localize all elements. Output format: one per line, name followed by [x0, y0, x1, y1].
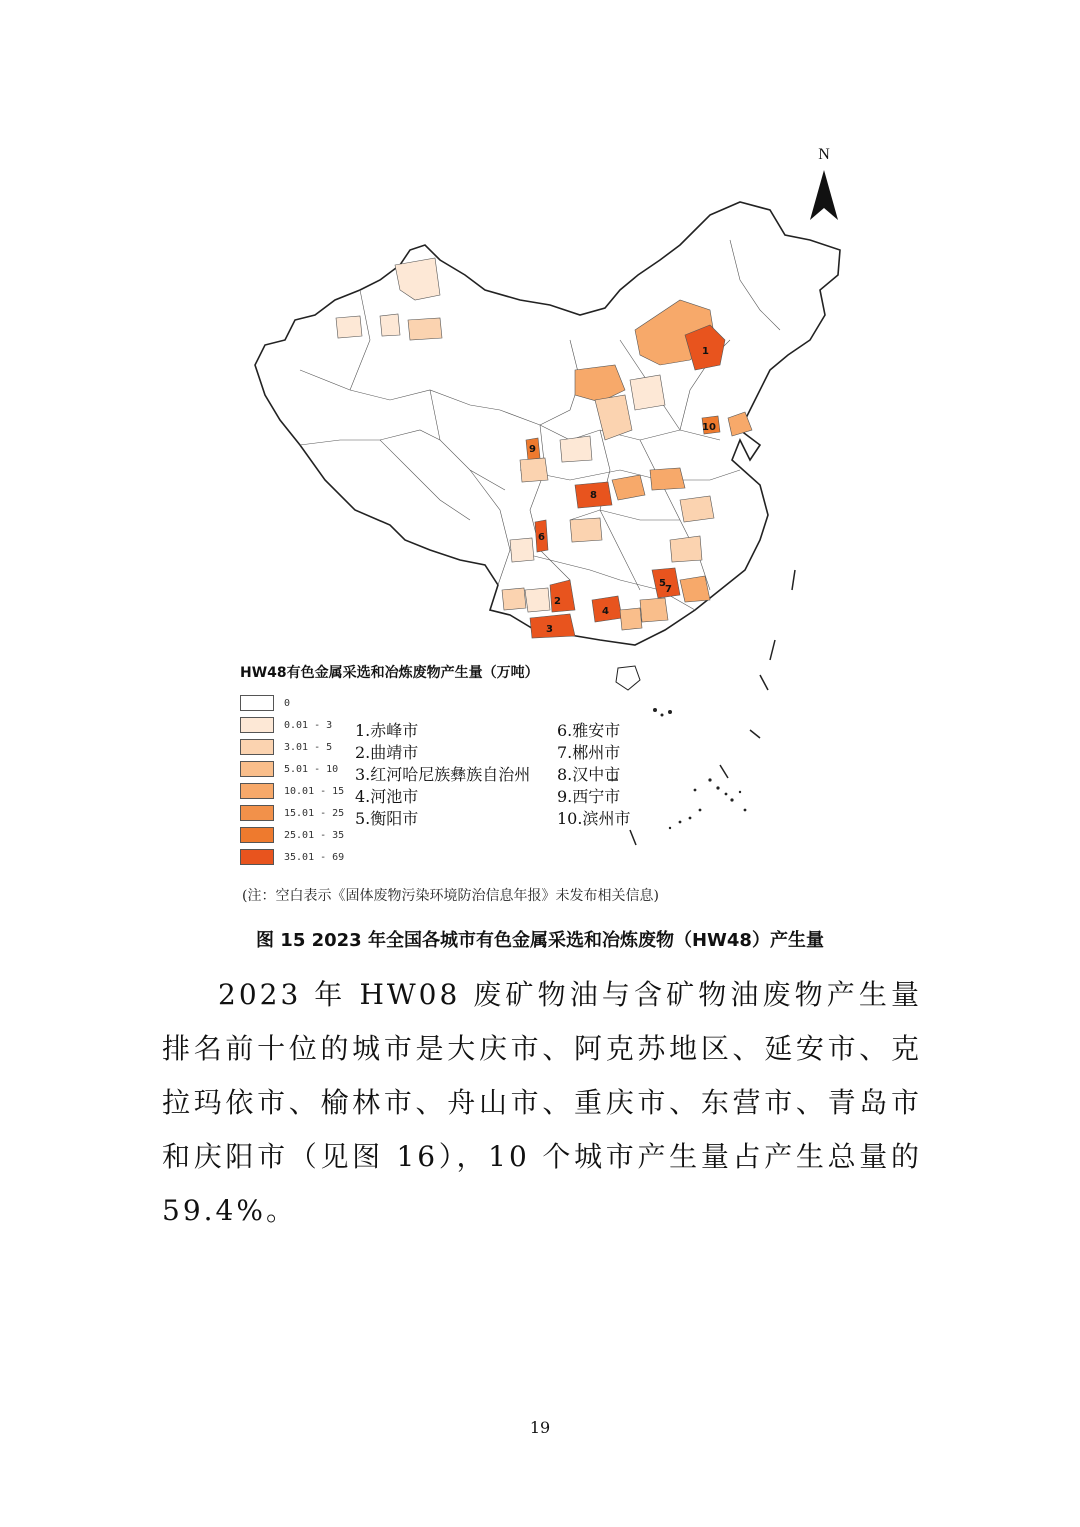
city-marker: 3 — [546, 624, 553, 635]
body-paragraph: 2023 年 HW08 废矿物油与含矿物油废物产生量排名前十位的城市是大庆市、阿克苏地区、延安市、克拉玛依市、榆林市、舟山市、重庆市、东营市、青岛市和庆阳市（见图 16），10 个城市产生量占产生总量的 59.4%。 — [162, 978, 922, 1227]
city-list-right — [557, 720, 630, 830]
city-list-item: 7.郴州市 — [557, 743, 621, 762]
legend-label: 15.01 - 25 — [284, 807, 345, 819]
city-list-item: 9.西宁市 — [557, 787, 621, 806]
north-label: N — [818, 146, 830, 163]
legend-swatch — [240, 717, 274, 733]
city-list-item: 4.河池市 — [355, 787, 419, 806]
legend-swatch — [240, 805, 274, 821]
city-marker: 8 — [590, 490, 597, 501]
legend-label: 0 — [284, 697, 291, 709]
legend-label: 5.01 - 10 — [284, 763, 339, 775]
city-marker: 1 — [702, 346, 709, 357]
legend-swatch — [240, 827, 274, 843]
region-c2 — [520, 458, 548, 482]
city-marker: 2 — [554, 596, 561, 607]
region-c2 — [502, 588, 526, 610]
legend-label: 0.01 - 3 — [284, 719, 333, 731]
city-marker: 9 — [529, 444, 536, 455]
figure-caption: 图 15 2023 年全国各城市有色金属采选和冶炼废物（HW48）产生量 — [256, 930, 824, 951]
region-c1 — [380, 314, 400, 336]
city-list-item: 2.曲靖市 — [355, 743, 419, 762]
map-note: (注：空白表示《固体废物污染环境防治信息年报》未发布相关信息) — [242, 888, 659, 904]
legend-swatch — [240, 761, 274, 777]
legend-label: 10.01 - 15 — [284, 785, 345, 797]
region-c1 — [510, 538, 534, 562]
city-marker: 10 — [702, 422, 716, 433]
legend-row — [240, 846, 660, 868]
city-marker: 4 — [602, 606, 609, 617]
region-c4 — [650, 468, 685, 490]
region-c2 — [670, 536, 702, 562]
region-c2 — [570, 518, 602, 542]
legend-row — [240, 692, 660, 714]
legend-swatch — [240, 783, 274, 799]
city-list-item: 3.红河哈尼族彝族自治州 — [355, 765, 531, 784]
region-c1 — [525, 588, 550, 612]
legend-swatch — [240, 849, 274, 865]
legend-label: 25.01 - 35 — [284, 829, 345, 841]
region-c2 — [408, 318, 442, 340]
legend-title: HW48有色金属采选和冶炼废物产生量（万吨） — [240, 665, 539, 681]
city-list-left — [355, 720, 530, 830]
region-c2 — [680, 496, 714, 522]
region-c1 — [630, 375, 665, 410]
page-number: 19 — [529, 1418, 551, 1437]
city-list-item: 1.赤峰市 — [355, 721, 419, 740]
city-list-item: 10.滨州市 — [557, 809, 631, 828]
city-marker: 7 — [665, 584, 672, 595]
legend-swatch — [240, 695, 274, 711]
city-list-item: 5.衡阳市 — [355, 809, 419, 828]
legend-swatch — [240, 739, 274, 755]
region-c1 — [336, 316, 362, 338]
region-c1 — [560, 436, 592, 462]
city-list-item: 6.雅安市 — [557, 721, 621, 740]
body-paragraph-container — [162, 968, 922, 1238]
legend-label: 3.01 - 5 — [284, 741, 333, 753]
city-marker: 5 — [659, 578, 666, 589]
legend-label: 35.01 - 69 — [284, 851, 345, 863]
city-list-item: 8.汉中市 — [557, 765, 621, 784]
city-marker: 6 — [538, 532, 545, 543]
